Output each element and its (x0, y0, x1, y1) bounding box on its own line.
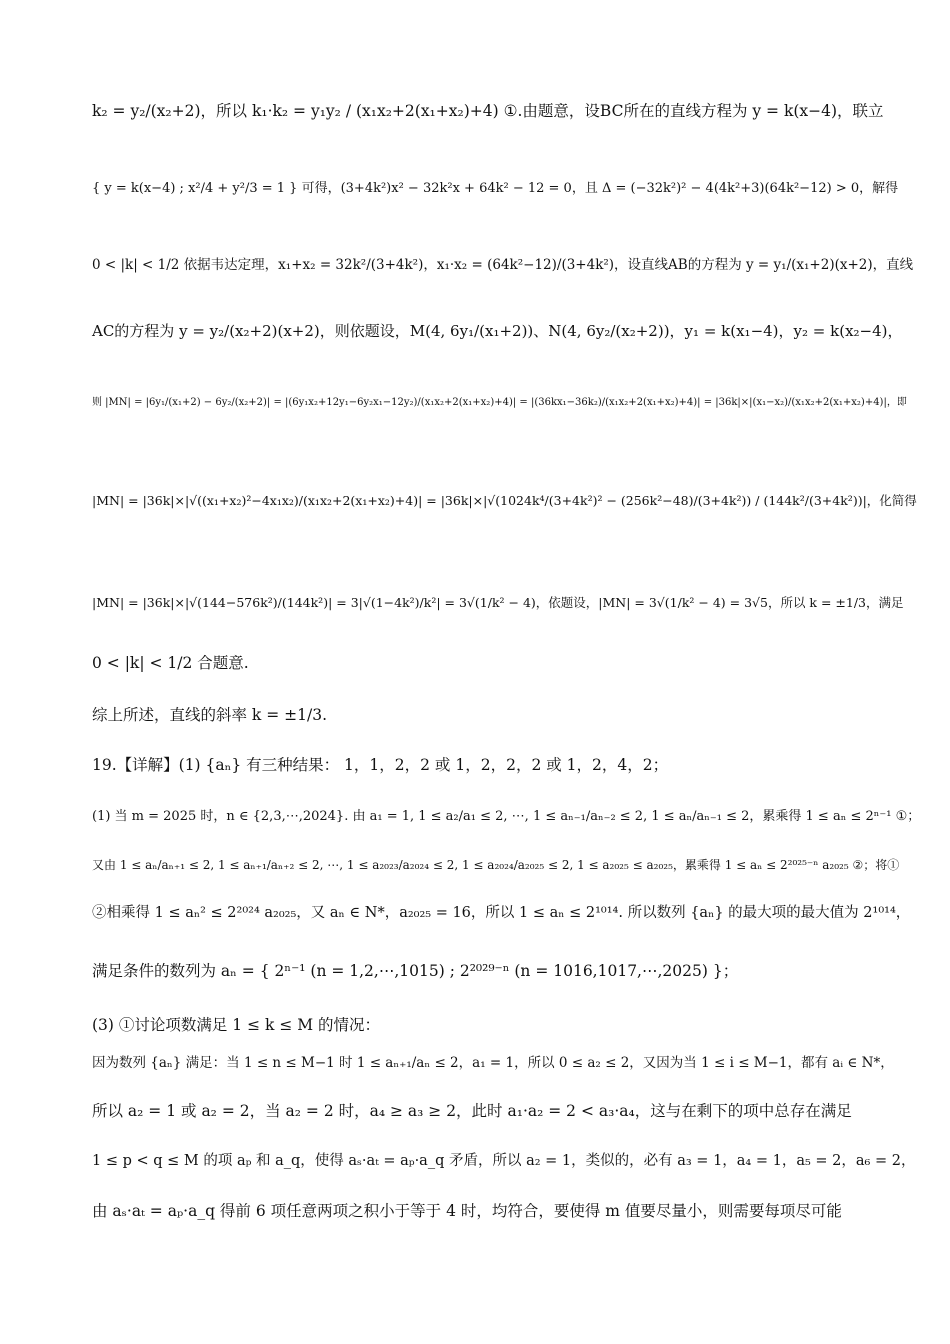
text-line-17: 所以 a₂ = 1 或 a₂ = 2，当 a₂ = 2 时，a₄ ≥ a₃ ≥ 2，此时 a₁·a₂ = 2 < a₃·a₄，这与在剩下的项中总存在满足 (92, 1102, 852, 1120)
text-line-9: 综上所述，直线的斜率 k = ±1/3. (92, 706, 328, 724)
text-line-10: 19.【详解】(1) {aₙ} 有三种结果： 1，1，2，2 或 1，2，2，2 或 1，2，4，2； (92, 756, 669, 774)
text-line-7: |MN| = |36k|×|√(144−576k²)/(144k²)| = 3|√(1−4k²)/k²| = 3√(1/k² − 4)，依题设，|MN| = 3√(1/k² − 4) = 3√5，所以 k = ±1/3，满足 (92, 595, 904, 610)
text-line-4: AC的方程为 y = y₂/(x₂+2)(x+2)，则依题设，M(4, 6y₁/(x₁+2))、N(4, 6y₂/(x₂+2))，y₁ = k(x₁−4)，y₂ = k(x₂−4)， (92, 322, 903, 340)
text-line-3: 0 < |k| < 1/2 依据韦达定理，x₁+x₂ = 32k²/(3+4k²)，x₁·x₂ = (64k²−12)/(3+4k²)，设直线AB的方程为 y = y₁/(x₁+2)(x+2)，直线 (92, 257, 914, 273)
text-line-11: (1) 当 m = 2025 时，n ∈ {2,3,⋯,2024}. 由 a₁ = 1, 1 ≤ a₂/a₁ ≤ 2, ⋯, 1 ≤ aₙ₋₁/aₙ₋₂ ≤ 2, 1 ≤ aₙ/aₙ₋₁ ≤ 2，累乘得 1 ≤ aₙ ≤ 2ⁿ⁻¹ ①； (92, 809, 921, 824)
text-line-14: 满足条件的数列为 aₙ = { 2ⁿ⁻¹ (n = 1,2,⋯,1015) ; 2²⁰²⁹⁻ⁿ (n = 1016,1017,⋯,2025) }； (92, 962, 739, 980)
text-line-8: 0 < |k| < 1/2 合题意. (92, 654, 249, 672)
text-line-5: 则 |MN| = |6y₁/(x₁+2) − 6y₂/(x₂+2)| = |(6y₁x₂+12y₁−6y₂x₁−12y₂)/(x₁x₂+2(x₁+x₂)+4)| = |(36kx₁−36k₂)/(x₁x₂+2(x₁+x₂)+4)| = |36k|×|(x₁−x₂)/(x₁x₂+2(x₁+x₂)+4)|，即 (92, 397, 907, 408)
text-line-6: |MN| = |36k|×|√((x₁+x₂)²−4x₁x₂)/(x₁x₂+2(x₁+x₂)+4)| = |36k|×|√(1024k⁴/(3+4k²)² − (256k²−48)/(3+4k²)) / (144k²/(3+4k²))|，化简得 (92, 493, 917, 508)
text-line-18: 1 ≤ p < q ≤ M 的项 aₚ 和 a_q，使得 aₛ·aₜ = aₚ·a_q 矛盾，所以 a₂ = 1，类似的，必有 a₃ = 1，a₄ = 1，a₅ = 2，a₆ = 2， (92, 1153, 916, 1169)
text-line-1: k₂ = y₂/(x₂+2)，所以 k₁·k₂ = y₁y₂ / (x₁x₂+2(x₁+x₂)+4) ①.由题意，设BC所在的直线方程为 y = k(x−4)，联立 (92, 102, 884, 120)
text-line-12: 又由 1 ≤ aₙ/aₙ₊₁ ≤ 2, 1 ≤ aₙ₊₁/aₙ₊₂ ≤ 2, ⋯, 1 ≤ a₂₀₂₃/a₂₀₂₄ ≤ 2, 1 ≤ a₂₀₂₄/a₂₀₂₅ ≤ 2, 1 ≤ a₂₀₂₅ ≤ a₂₀₂₅，累乘得 1 ≤ aₙ ≤ 2²⁰²⁵⁻ⁿ a₂₀₂₅ ②；将① (92, 858, 900, 872)
text-line-13: ②相乘得 1 ≤ aₙ² ≤ 2²⁰²⁴ a₂₀₂₅，又 aₙ ∈ N*，a₂₀₂₅ = 16，所以 1 ≤ aₙ ≤ 2¹⁰¹⁴. 所以数列 {aₙ} 的最大项的最大值为 2¹⁰¹⁴， (92, 905, 911, 921)
text-line-16: 因为数列 {aₙ} 满足：当 1 ≤ n ≤ M−1 时 1 ≤ aₙ₊₁/aₙ ≤ 2，a₁ = 1，所以 0 ≤ a₂ ≤ 2，又因为当 1 ≤ i ≤ M−1，都有 aᵢ ∈ N*， (92, 1055, 894, 1071)
text-line-2: { y = k(x−4) ; x²/4 + y²/3 = 1 } 可得，(3+4k²)x² − 32k²x + 64k² − 12 = 0，且 Δ = (−32k²)² − 4(4k²+3)(64k²−12) > 0，解得 (92, 181, 899, 196)
text-line-15: (3) ①讨论项数满足 1 ≤ k ≤ M 的情况： (92, 1016, 381, 1034)
text-line-19: 由 aₛ·aₜ = aₚ·a_q 得前 6 项任意两项之积小于等于 4 时，均符合，要使得 m 值要尽量小，则需要每项尽可能 (92, 1202, 842, 1220)
